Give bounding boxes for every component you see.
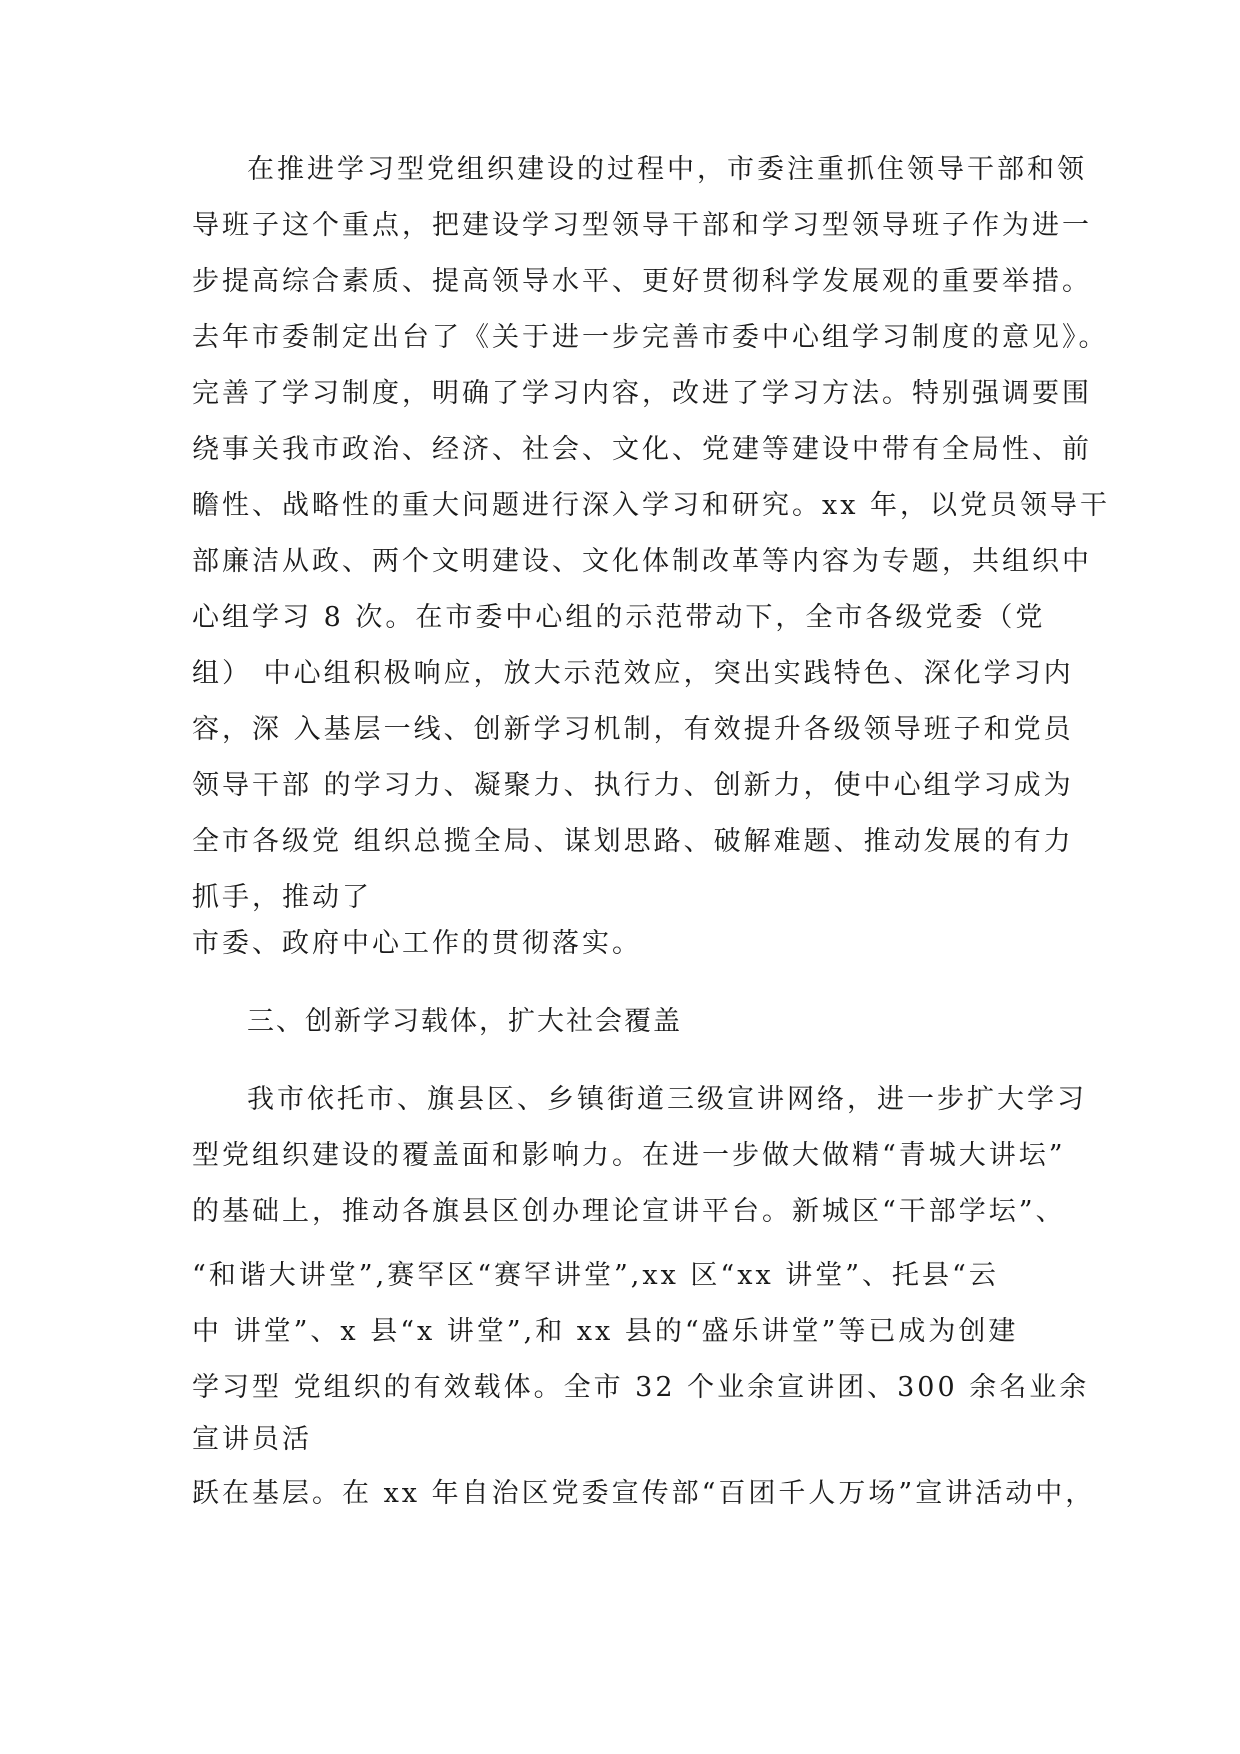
paragraph-line: 的基础上，推动各旗县区创办理论宣讲平台。新城区“干部学坛”、: [192, 1196, 1066, 1227]
paragraph-line: 组） 中心组积极响应，放大示范效应，突出实践特色、深化学习内: [192, 658, 1074, 689]
paragraph-line: 市委、政府中心工作的贯彻落实。: [192, 928, 642, 959]
paragraph-line: 中 讲堂”、x 县“x 讲堂”,和 xx 县的“盛乐讲堂”等已成为创建: [192, 1316, 1019, 1347]
paragraph-line: 宣讲员活: [192, 1424, 312, 1455]
paragraph-line: 全市各级党 组织总揽全局、谋划思路、破解难题、推动发展的有力: [192, 826, 1074, 857]
paragraph-line: 步提高综合素质、提高领导水平、更好贯彻科学发展观的重要举措。: [192, 266, 1092, 297]
paragraph-line: 在推进学习型党组织建设的过程中，市委注重抓住领导干部和领: [247, 154, 1087, 185]
paragraph-line: 跃在基层。在 xx 年自治区党委宣传部“百团千人万场”宣讲活动中，: [192, 1478, 1096, 1509]
paragraph-line: 去年市委制定出台了《关于进一步完善市委中心组学习制度的意见》。: [192, 322, 1109, 353]
paragraph-line: 我市依托市、旗县区、乡镇街道三级宣讲网络，进一步扩大学习: [247, 1084, 1087, 1115]
paragraph-line: 绕事关我市政治、经济、社会、文化、党建等建设中带有全局性、前: [192, 434, 1092, 465]
paragraph-line: 心组学习 8 次。在市委中心组的示范带动下，全市各级党委（党: [192, 602, 1046, 633]
paragraph-line: 完善了学习制度，明确了学习内容，改进了学习方法。特别强调要围: [192, 378, 1092, 409]
paragraph-line: 型党组织建设的覆盖面和影响力。在进一步做大做精“青城大讲坛”: [192, 1140, 1066, 1171]
section-heading: 三、创新学习载体，扩大社会覆盖: [247, 1006, 682, 1037]
paragraph-line: 抓手，推动了: [192, 882, 372, 913]
paragraph-line: 容，深 入基层一线、创新学习机制，有效提升各级领导班子和党员: [192, 714, 1074, 745]
paragraph-line: 导班子这个重点，把建设学习型领导干部和学习型领导班子作为进一: [192, 210, 1092, 241]
paragraph-line: “和谐大讲堂”,赛罕区“赛罕讲堂”,xx 区“xx 讲堂”、托县“云: [192, 1260, 999, 1291]
paragraph-line: 领导干部 的学习力、凝聚力、执行力、创新力，使中心组学习成为: [192, 770, 1074, 801]
paragraph-line: 瞻性、战略性的重大问题进行深入学习和研究。xx 年，以党员领导干: [192, 490, 1111, 521]
paragraph-line: 学习型 党组织的有效载体。全市 32 个业余宣讲团、300 余名业余: [192, 1372, 1090, 1403]
paragraph-line: 部廉洁从政、两个文明建设、文化体制改革等内容为专题，共组织中: [192, 546, 1092, 577]
